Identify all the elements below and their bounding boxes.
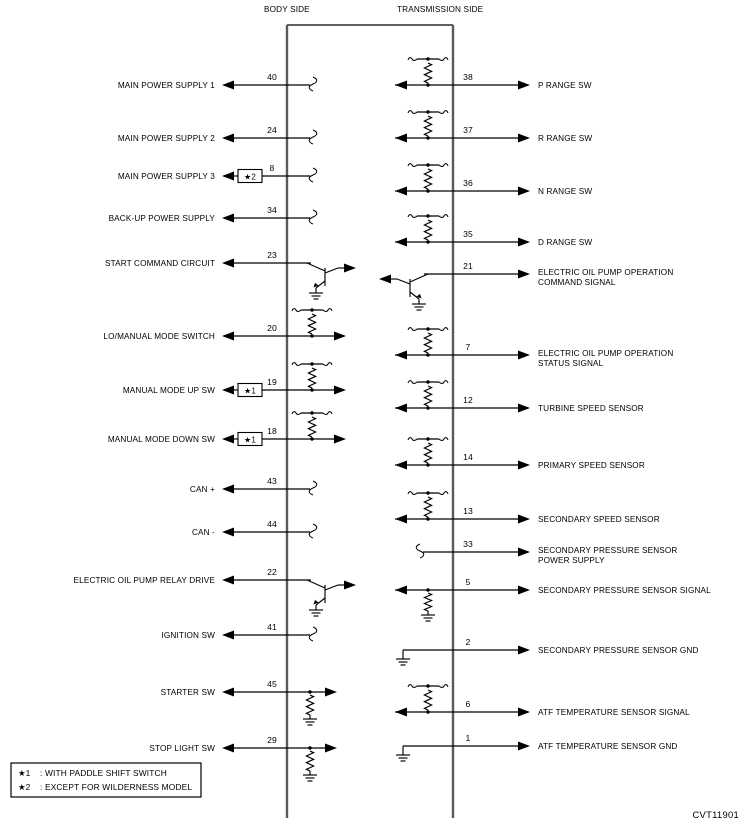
transmission-signal-row [379, 261, 673, 310]
signal-direction-arrow-icon [518, 81, 530, 90]
junction-dot [426, 463, 429, 466]
transistor-emitter [316, 281, 325, 288]
transistor-emitter [410, 292, 419, 299]
legend-item-2-marker: ★2 [18, 782, 31, 792]
resistor-icon [424, 593, 431, 611]
body-signal-label: STARTER SW [160, 688, 215, 697]
transmission-signal-label-line2: COMMAND SIGNAL [538, 278, 616, 287]
body-signal-label: MANUAL MODE DOWN SW [107, 435, 215, 444]
transmission-signal-label: N RANGE SW [538, 187, 593, 196]
signal-direction-arrow-icon [222, 688, 234, 697]
signal-direction-arrow-icon [325, 744, 337, 753]
junction-dot [310, 308, 313, 311]
signal-direction-arrow-icon [222, 485, 234, 494]
wire-break-squiggle-icon [416, 544, 424, 558]
resistor-icon [308, 368, 315, 388]
terminal-squiggle-right-icon [439, 381, 448, 384]
terminal-squiggle-left-icon [408, 215, 417, 218]
junction-dot [426, 406, 429, 409]
body-signal-row [108, 411, 346, 445]
junction-dot [426, 437, 429, 440]
terminal-squiggle-left-icon [408, 438, 417, 441]
pin-number: 12 [463, 395, 473, 405]
junction-dot [426, 327, 429, 330]
terminal-squiggle-left-icon [408, 111, 417, 114]
transistor-collector [325, 585, 338, 590]
terminal-squiggle-left-icon [292, 412, 301, 415]
signal-direction-arrow-icon [334, 386, 346, 395]
body-signal-label: CAN - [191, 528, 215, 537]
signal-direction-arrow-icon [518, 646, 530, 655]
resistor-icon [308, 417, 315, 437]
body-signal-label: MAIN POWER SUPPLY 3 [117, 172, 215, 181]
pin-number: 21 [463, 261, 473, 271]
body-signal-label: START COMMAND CIRCUIT [104, 259, 215, 268]
junction-dot [426, 83, 429, 86]
transistor-base-lead [307, 263, 325, 271]
pin-number: 1 [465, 733, 471, 743]
signal-direction-arrow-icon [222, 259, 234, 268]
transistor-output-arrow-icon [379, 275, 391, 284]
signal-direction-arrow-icon [518, 742, 530, 751]
transmission-signal-row [395, 110, 592, 143]
junction-dot [310, 411, 313, 414]
resistor-icon [424, 63, 431, 83]
body-signal-row [74, 567, 356, 616]
body-signal-row [109, 205, 317, 224]
terminal-squiggle-right-icon [439, 492, 448, 495]
signal-direction-arrow-icon [395, 404, 407, 413]
junction-dot [310, 362, 313, 365]
legend-box [11, 763, 201, 797]
signal-direction-arrow-icon [395, 708, 407, 717]
terminal-squiggle-left-icon [408, 381, 417, 384]
signal-direction-arrow-icon [518, 461, 530, 470]
signal-direction-arrow-icon [222, 134, 234, 143]
pin-number: 36 [463, 178, 473, 188]
terminal-squiggle-right-icon [323, 412, 332, 415]
terminal-squiggle-right-icon [439, 215, 448, 218]
signal-direction-arrow-icon [222, 214, 234, 223]
terminal-squiggle-right-icon [323, 309, 332, 312]
junction-dot [426, 189, 429, 192]
junction-dot [308, 746, 311, 749]
terminal-squiggle-right-icon [439, 164, 448, 167]
note-reference-label: ★2 [244, 172, 256, 182]
transistor-base-lead [410, 274, 428, 282]
transmission-signal-label-line2: POWER SUPPLY [538, 556, 605, 565]
body-signal-label: IGNITION SW [161, 631, 215, 640]
transistor-output-arrow-icon [344, 581, 356, 590]
junction-dot [426, 136, 429, 139]
junction-dot [426, 214, 429, 217]
resistor-icon [424, 220, 431, 240]
transistor-base-lead [307, 580, 325, 588]
resistor-icon [424, 497, 431, 517]
transmission-signal-label: R RANGE SW [538, 134, 593, 143]
transmission-signal-row [416, 539, 677, 565]
resistor-icon [424, 116, 431, 136]
signal-direction-arrow-icon [518, 187, 530, 196]
resistor-icon [306, 695, 313, 715]
body-signal-label: MANUAL MODE UP SW [122, 386, 215, 395]
signal-direction-arrow-icon [395, 238, 407, 247]
transmission-signal-label: TURBINE SPEED SENSOR [538, 404, 644, 413]
transmission-signal-row [395, 684, 690, 717]
resistor-icon [424, 333, 431, 353]
transmission-signal-label: ATF TEMPERATURE SENSOR SIGNAL [538, 708, 690, 717]
signal-direction-arrow-icon [518, 404, 530, 413]
pin-number: 20 [267, 323, 277, 333]
resistor-icon [424, 386, 431, 406]
pin-number: 38 [463, 72, 473, 82]
transmission-signal-label: P RANGE SW [538, 81, 592, 90]
body-signal-label: STOP LIGHT SW [149, 744, 215, 753]
transmission-signal-label: ELECTRIC OIL PUMP OPERATION [538, 349, 674, 358]
signal-direction-arrow-icon [325, 688, 337, 697]
body-signal-row [161, 622, 316, 641]
pin-number: 7 [465, 342, 471, 352]
transmission-signal-row [395, 437, 645, 470]
pin-number: 8 [269, 163, 275, 173]
junction-dot [426, 110, 429, 113]
wire-break-squiggle-icon [309, 130, 317, 144]
signal-direction-arrow-icon [395, 134, 407, 143]
transmission-signal-label: SECONDARY PRESSURE SENSOR [538, 546, 678, 555]
transmission-signal-row [395, 163, 592, 196]
body-signal-label: CAN + [189, 485, 215, 494]
signal-direction-arrow-icon [334, 435, 346, 444]
signal-direction-arrow-icon [222, 386, 234, 395]
pin-number: 18 [267, 426, 277, 436]
signal-direction-arrow-icon [395, 515, 407, 524]
pin-number: 43 [267, 476, 277, 486]
pin-number: 37 [463, 125, 473, 135]
junction-dot [426, 517, 429, 520]
terminal-squiggle-left-icon [408, 164, 417, 167]
junction-dot [310, 388, 313, 391]
transmission-signal-row [396, 637, 699, 665]
body-signal-row [123, 362, 346, 396]
signal-direction-arrow-icon [334, 332, 346, 341]
pin-number: 40 [267, 72, 277, 82]
wire-break-squiggle-icon [309, 210, 317, 224]
transmission-signal-label: ATF TEMPERATURE SENSOR GND [538, 742, 678, 751]
signal-direction-arrow-icon [518, 238, 530, 247]
transmission-signal-label: D RANGE SW [538, 238, 593, 247]
transmission-signal-label: SECONDARY PRESSURE SENSOR SIGNAL [538, 586, 711, 595]
junction-dot [426, 163, 429, 166]
body-signal-row [105, 250, 356, 299]
terminal-squiggle-left-icon [408, 328, 417, 331]
terminal-squiggle-left-icon [408, 685, 417, 688]
pin-number: 2 [465, 637, 471, 647]
pin-number: 19 [267, 377, 277, 387]
transmission-signal-row [395, 327, 673, 368]
resistor-icon [308, 314, 315, 334]
signal-direction-arrow-icon [395, 586, 407, 595]
pin-number: 41 [267, 622, 277, 632]
transmission-side-signal-group [379, 57, 711, 761]
transmission-signal-label-line2: STATUS SIGNAL [538, 359, 604, 368]
body-signal-row [190, 476, 317, 495]
terminal-squiggle-left-icon [408, 492, 417, 495]
wire-break-squiggle-icon [309, 524, 317, 538]
junction-dot [426, 710, 429, 713]
transmission-signal-row [395, 577, 711, 621]
signal-direction-arrow-icon [222, 332, 234, 341]
pin-number: 35 [463, 229, 473, 239]
terminal-squiggle-right-icon [439, 58, 448, 61]
terminal-squiggle-left-icon [292, 363, 301, 366]
signal-direction-arrow-icon [395, 81, 407, 90]
signal-direction-arrow-icon [518, 270, 530, 279]
legend-item-1-marker: ★1 [18, 768, 31, 778]
junction-dot [426, 57, 429, 60]
junction-dot [426, 240, 429, 243]
transistor-collector [325, 268, 338, 273]
resistor-icon [424, 443, 431, 463]
junction-dot [310, 437, 313, 440]
transistor-output-arrow-icon [344, 264, 356, 273]
legend-item-2-text: : EXCEPT FOR WILDERNESS MODEL [40, 782, 193, 792]
body-signal-row [103, 308, 346, 341]
resistor-icon [424, 169, 431, 189]
header-body-side: BODY SIDE [264, 5, 310, 14]
body-signal-label: MAIN POWER SUPPLY 2 [117, 134, 215, 143]
body-signal-label: ELECTRIC OIL PUMP RELAY DRIVE [73, 576, 215, 585]
pin-number: 23 [267, 250, 277, 260]
pin-number: 5 [465, 577, 471, 587]
legend-item-1-text: : WITH PADDLE SHIFT SWITCH [40, 768, 167, 778]
signal-direction-arrow-icon [518, 515, 530, 524]
body-side-signal-group [74, 72, 356, 781]
signal-direction-arrow-icon [395, 461, 407, 470]
terminal-squiggle-right-icon [323, 363, 332, 366]
pin-number: 45 [267, 679, 277, 689]
junction-dot [426, 380, 429, 383]
note-reference-label: ★1 [244, 435, 256, 445]
transmission-signal-row [395, 491, 660, 524]
transistor-emitter [316, 598, 325, 605]
signal-direction-arrow-icon [222, 435, 234, 444]
junction-dot [426, 684, 429, 687]
junction-dot [426, 353, 429, 356]
transmission-signal-row [395, 57, 592, 90]
terminal-squiggle-right-icon [439, 438, 448, 441]
signal-direction-arrow-icon [518, 708, 530, 717]
wire-break-squiggle-icon [309, 168, 317, 182]
signal-direction-arrow-icon [518, 548, 530, 557]
terminal-squiggle-left-icon [408, 58, 417, 61]
junction-dot [426, 491, 429, 494]
body-signal-label: BACK-UP POWER SUPPLY [108, 214, 215, 223]
signal-direction-arrow-icon [222, 744, 234, 753]
resistor-icon [424, 690, 431, 710]
note-reference-label: ★1 [244, 386, 256, 396]
body-signal-label: MAIN POWER SUPPLY 1 [117, 81, 215, 90]
signal-direction-arrow-icon [518, 134, 530, 143]
junction-dot [308, 690, 311, 693]
pin-number: 24 [267, 125, 277, 135]
terminal-squiggle-right-icon [439, 111, 448, 114]
junction-dot [426, 588, 429, 591]
transmission-signal-label: PRIMARY SPEED SENSOR [538, 461, 645, 470]
transmission-signal-row [396, 733, 677, 761]
body-signal-label: LO/MANUAL MODE SWITCH [103, 332, 215, 341]
junction-dot [310, 334, 313, 337]
header-transmission-side: TRANSMISSION SIDE [397, 5, 484, 14]
pin-number: 22 [267, 567, 277, 577]
signal-direction-arrow-icon [222, 576, 234, 585]
pin-number: 6 [465, 699, 471, 709]
signal-direction-arrow-icon [395, 187, 407, 196]
terminal-squiggle-right-icon [439, 328, 448, 331]
signal-direction-arrow-icon [518, 351, 530, 360]
signal-direction-arrow-icon [222, 81, 234, 90]
signal-direction-arrow-icon [222, 631, 234, 640]
transmission-signal-row [395, 380, 644, 413]
wire-break-squiggle-icon [309, 77, 317, 91]
transmission-signal-label: SECONDARY SPEED SENSOR [538, 515, 660, 524]
body-signal-row [161, 679, 337, 725]
diagram-code: CVT11901 [692, 809, 739, 820]
pin-number: 13 [463, 506, 473, 516]
wire-break-squiggle-icon [309, 627, 317, 641]
wire-break-squiggle-icon [309, 481, 317, 495]
signal-direction-arrow-icon [222, 528, 234, 537]
transmission-signal-label: SECONDARY PRESSURE SENSOR GND [538, 646, 699, 655]
signal-direction-arrow-icon [395, 351, 407, 360]
terminal-squiggle-left-icon [292, 309, 301, 312]
terminal-squiggle-right-icon [439, 685, 448, 688]
transmission-signal-row [395, 214, 592, 247]
transmission-signal-label: ELECTRIC OIL PUMP OPERATION [538, 268, 674, 277]
pin-number: 14 [463, 452, 473, 462]
pin-number: 44 [267, 519, 277, 529]
resistor-icon [306, 751, 313, 771]
body-signal-row [192, 519, 317, 538]
pin-number: 34 [267, 205, 277, 215]
signal-direction-arrow-icon [518, 586, 530, 595]
signal-direction-arrow-icon [222, 172, 234, 181]
pin-number: 29 [267, 735, 277, 745]
transistor-collector [397, 279, 410, 284]
pin-number: 33 [463, 539, 473, 549]
